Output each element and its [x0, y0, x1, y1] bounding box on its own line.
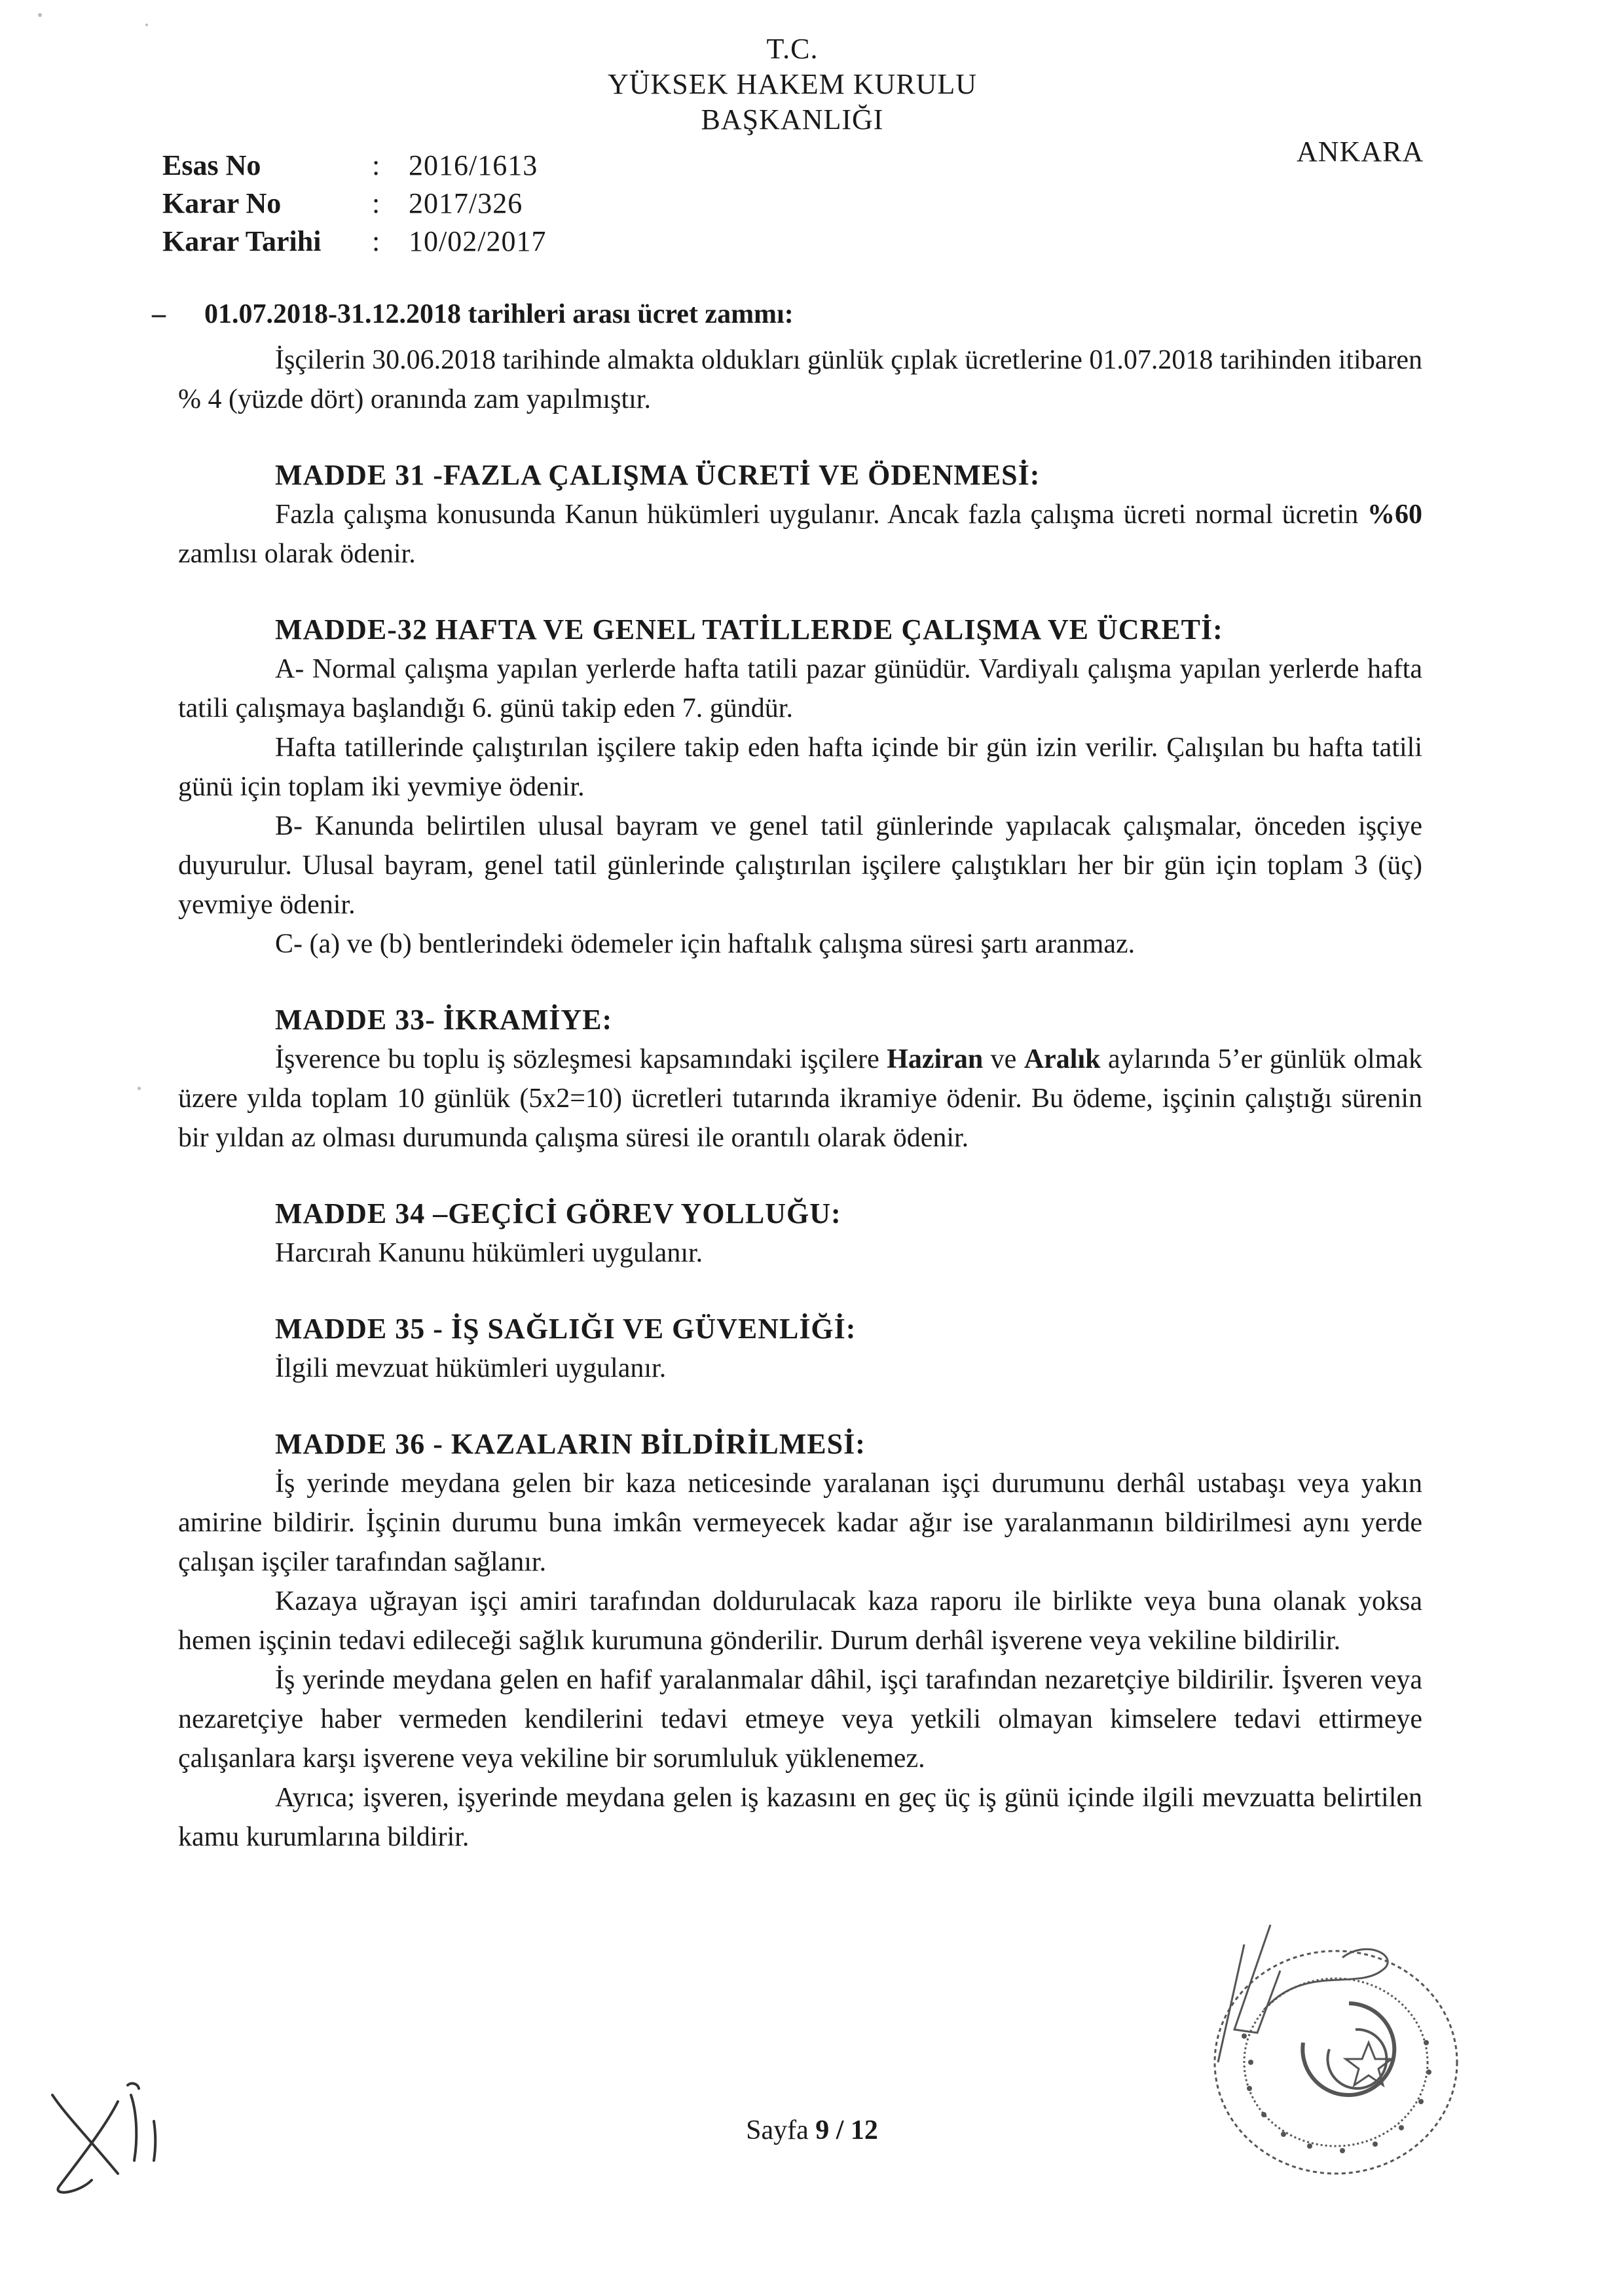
madde-31-text-a: Fazla çalışma konusunda Kanun hükümleri uygulanır. Ancak fazla çalışma ücreti normal ücretin: [275, 500, 1367, 530]
meta-separator: :: [372, 187, 380, 219]
meta-row-karar: [162, 185, 546, 223]
madde-33-t2: ve: [983, 1044, 1024, 1074]
page-footer: [0, 2115, 1624, 2146]
madde-33-month-haziran: Haziran: [887, 1044, 984, 1074]
scan-speck: [138, 1087, 141, 1090]
case-meta: [162, 147, 546, 261]
header-institution: YÜKSEK HAKEM KURULU: [607, 68, 978, 100]
meta-value: 10/02/2017: [409, 225, 547, 257]
meta-label: Karar No: [162, 187, 282, 219]
madde-31-text: [178, 495, 1422, 574]
madde-33-t3: aylarında 5’er günlük olmak üzere yılda toplam 10 günlük (5x2=10) ücretleri tutarında ikramiye ödenir. Bu ödeme, işçinin çalıştığı sürenin bir yıldan az olması durumunda çalışma süresi ile orantılı olarak ödenir.: [178, 1044, 1422, 1153]
meta-separator: :: [372, 225, 380, 257]
scan-speck: [145, 24, 148, 26]
meta-value: 2017/326: [409, 187, 523, 219]
meta-separator: :: [372, 149, 380, 181]
madde-32-p2: Hafta tatillerinde çalıştırılan işçilere takip eden hafta içinde bir gün izin verilir. Çalışılan bu hafta tatili günü için toplam iki yevmiye ödenir.: [178, 733, 1422, 802]
header-tc: T.C.: [766, 33, 819, 65]
madde-32-p3: B- Kanunda belirtilen ulusal bayram ve genel tatil günlerinde yapılacak çalışmalar, önceden işçiye duyurulur. Ulusal bayram, genel tatil günlerinde çalıştırılan işçilere çalıştıkları her bir gün için toplam 3 (üç) yevmiye ödenir.: [178, 811, 1422, 920]
madde-36-p1: İş yerinde meydana gelen bir kaza neticesinde yaralanan işçi durumunu derhâl ustabaşı veya yakın amirine bildirir. İşçinin durumu buna imkân vermeyecek kadar ağır ise yaralanmanın bildirilmesi aynı yerde çalışan işçiler tarafından sağlanır.: [178, 1468, 1422, 1577]
footer-prefix: Sayfa: [746, 2115, 816, 2145]
madde-36-heading: MADDE 36 - KAZALARIN BİLDİRİLMESİ:: [275, 1428, 866, 1460]
madde-31-rate: %60: [1367, 500, 1422, 530]
madde-31-heading: MADDE 31 -FAZLA ÇALIŞMA ÜCRETİ VE ÖDENMESİ:: [275, 459, 1041, 491]
madde-32-p1: A- Normal çalışma yapılan yerlerde hafta tatili pazar günüdür. Vardiyalı çalışma yapılan yerlerde hafta tatili çalışmaya başlandığı 6. günü takip eden 7. gündür.: [178, 654, 1422, 723]
madde-31-text-b: zamlısı olarak ödenir.: [178, 539, 416, 569]
meta-row-esas: [162, 147, 546, 185]
madde-32-heading: MADDE-32 HAFTA VE GENEL TATİLLERDE ÇALIŞMA VE ÜCRETİ:: [275, 613, 1223, 646]
madde-32-p4: C- (a) ve (b) bentlerindeki ödemeler için haftalık çalışma süresi şartı aranmaz.: [275, 929, 1135, 959]
raise-dash: –: [152, 299, 166, 329]
madde-33-month-aralik: Aralık: [1024, 1044, 1101, 1074]
madde-36-p3: İş yerinde meydana gelen en hafif yaralanmalar dâhil, işçi tarafından nezaretçiye bildirilir. İşveren veya nezaretçiye haber vermeden kendilerini tedavi etmeye veya yetkili olmayan kimselere tedavi ettirmeye çalışanlara karşı işverene veya vekiline bir sorumluluk yüklenemez.: [178, 1665, 1422, 1774]
header-department: BAŞKANLIĞI: [701, 103, 884, 136]
madde-33-t1: İşverence bu toplu iş sözleşmesi kapsamındaki işçilere: [275, 1044, 887, 1074]
header-city: ANKARA: [1297, 136, 1424, 168]
madde-33-text: [178, 1040, 1422, 1157]
raise-text: İşçilerin 30.06.2018 tarihinde almakta oldukları günlük çıplak ücretlerine 01.07.2018 tarihinden itibaren % 4 (yüzde dört) oranında zam yapılmıştır.: [178, 345, 1422, 414]
raise-heading: [152, 295, 1422, 334]
meta-label: Esas No: [162, 149, 261, 181]
madde-36-p4: Ayrıca; işveren, işyerinde meydana gelen iş kazasını en geç üç iş günü içinde ilgili mevzuatta belirtilen kamu kurumlarına bildirir.: [178, 1783, 1422, 1852]
document-body: [152, 295, 1422, 1857]
raise-heading-text: 01.07.2018-31.12.2018 tarihleri arası ücret zammı:: [204, 299, 794, 329]
madde-35-heading: MADDE 35 - İŞ SAĞLIĞI VE GÜVENLİĞİ:: [275, 1313, 857, 1345]
meta-label: Karar Tarihi: [162, 225, 322, 257]
madde-33-heading: MADDE 33- İKRAMİYE:: [275, 1004, 613, 1036]
madde-34-text: Harcırah Kanunu hükümleri uygulanır.: [275, 1238, 703, 1268]
madde-36-p2: Kazaya uğrayan işçi amiri tarafından doldurulacak kaza raporu ile birlikte veya buna olanak yoksa hemen işçinin tedavi edileceği sağlık kurumuna gönderilir. Durum derhâl işverene veya vekiline bildirilir.: [178, 1586, 1422, 1656]
madde-35-text: İlgili mevzuat hükümleri uygulanır.: [275, 1353, 667, 1383]
document-header: [0, 31, 1585, 137]
meta-row-tarih: [162, 223, 546, 261]
scan-speck: [38, 13, 42, 17]
madde-34-heading: MADDE 34 –GEÇİCİ GÖREV YOLLUĞU:: [275, 1197, 841, 1230]
meta-value: 2016/1613: [409, 149, 538, 181]
page-number: 9 / 12: [815, 2115, 878, 2145]
